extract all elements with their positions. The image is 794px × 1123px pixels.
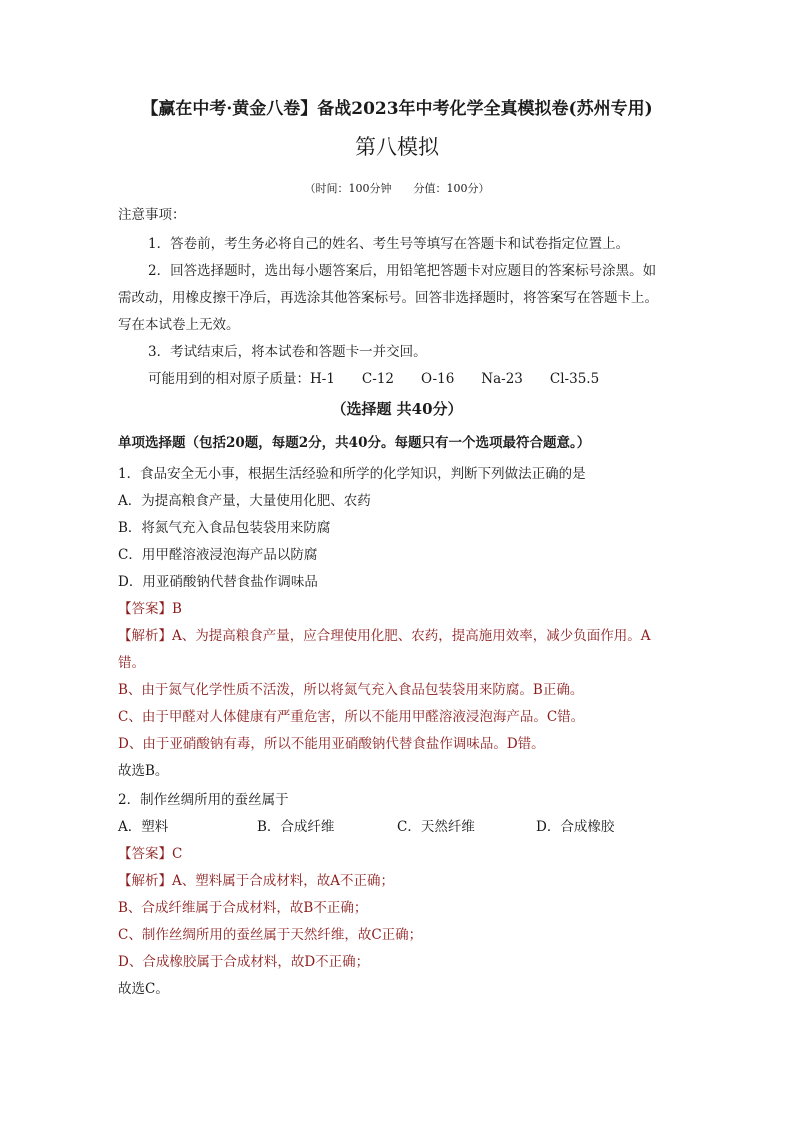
q1-analysis-3: C、由于甲醛对人体健康有严重危害，所以不能用甲醛溶液浸泡海产品。C错。 <box>118 709 585 725</box>
note-2-line-1: 2．回答选择题时，选出每小题答案后，用铅笔把答题卡对应题目的答案标号涂黑。如 <box>148 263 657 279</box>
atomic-masses: 可能用到的相对原子质量：H-1 C-12 O-16 Na-23 Cl-35.5 <box>148 371 600 387</box>
q2-stem: 2．制作丝绸所用的蚕丝属于 <box>118 792 289 808</box>
note-1: 1．答卷前，考生务必将自己的姓名、考生号等填写在答题卡和试卷指定位置上。 <box>148 236 630 252</box>
q1-analysis-2: B、由于氮气化学性质不活泼，所以将氮气充入食品包装袋用来防腐。B正确。 <box>118 682 584 698</box>
q2-answer-value: C <box>172 846 183 862</box>
q1-analysis-1-text: A、为提高粮食产量，应合理使用化肥、农药，提高施用效率，减少负面作用。A <box>172 628 651 644</box>
q2-analysis-tag: 【解析】 <box>118 873 172 889</box>
q1-option-a: A．为提高粮食产量，大量使用化肥、农药 <box>118 493 371 509</box>
q2-conclusion: 故选C。 <box>118 981 169 997</box>
q2-answer-tag: 【答案】 <box>118 846 172 862</box>
q1-analysis-1-cont: 错。 <box>118 655 145 671</box>
exam-subtitle: 第八模拟 <box>355 135 439 159</box>
q2-option-b: B．合成纤维 <box>257 819 335 835</box>
note-3: 3．考试结束后，将本试卷和答题卡一并交回。 <box>148 344 427 360</box>
exam-meta: （时间：100分钟 分值：100分） <box>304 182 490 195</box>
q2-option-c: C．天然纤维 <box>397 819 475 835</box>
notes-heading: 注意事项： <box>118 207 186 223</box>
section-title: （选择题 共40分） <box>331 400 463 418</box>
q1-analysis-4: D、由于亚硝酸钠有毒，所以不能用亚硝酸钠代替食盐作调味品。D错。 <box>118 736 545 752</box>
q1-option-b: B．将氮气充入食品包装袋用来防腐 <box>118 520 331 536</box>
exam-title: 【赢在中考·黄金八卷】备战2023年中考化学全真模拟卷(苏州专用) <box>141 99 653 119</box>
q2-answer <box>118 845 182 863</box>
q1-option-d: D．用亚硝酸钠代替食盐作调味品 <box>118 574 318 590</box>
q1-conclusion: 故选B。 <box>118 763 169 779</box>
q2-analysis-1-text: A、塑料属于合成材料，故A不正确； <box>172 873 394 889</box>
q2-analysis-1 <box>118 872 394 890</box>
q2-analysis-4: D、合成橡胶属于合成材料，故D不正确； <box>118 954 370 970</box>
q2-analysis-3: C、制作丝绸所用的蚕丝属于天然纤维，故C正确； <box>118 927 423 943</box>
q1-answer-tag: 【答案】 <box>118 601 172 617</box>
q1-stem: 1．食品安全无小事，根据生活经验和所学的化学知识，判断下列做法正确的是 <box>118 466 586 482</box>
q1-analysis-tag: 【解析】 <box>118 628 172 644</box>
q1-answer-value: B <box>172 601 182 617</box>
q1-answer <box>118 600 182 618</box>
section-instruction: 单项选择题（包括20题，每题2分，共40分。每题只有一个选项最符合题意。） <box>118 435 591 451</box>
q1-analysis-1 <box>118 627 651 645</box>
note-2-line-2: 需改动，用橡皮擦干净后，再选涂其他答案标号。回答非选择题时，将答案写在答题卡上。 <box>118 290 658 306</box>
q2-option-a: A．塑料 <box>118 819 169 835</box>
q2-analysis-2: B、合成纤维属于合成材料，故B不正确； <box>118 900 368 916</box>
note-2-line-3: 写在本试卷上无效。 <box>118 317 240 333</box>
q1-option-c: C．用甲醛溶液浸泡海产品以防腐 <box>118 547 318 563</box>
q2-option-d: D．合成橡胶 <box>536 819 615 835</box>
